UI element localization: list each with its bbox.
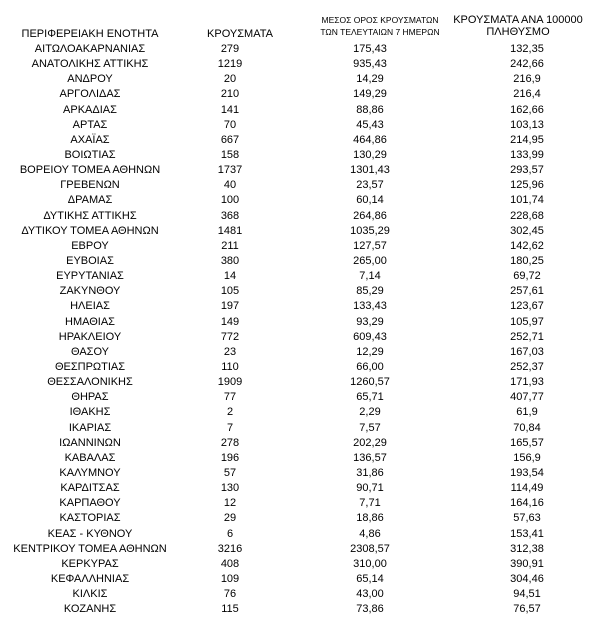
region-name-cell: ΙΩΑΝΝΙΝΩΝ: [59, 436, 121, 449]
cases-cell: 149: [220, 315, 240, 328]
region-name-cell: ΙΚΑΡΙΑΣ: [68, 421, 112, 434]
avg-7day-cell: 133,43: [353, 300, 387, 313]
avg-7day-cell: 2308,57: [350, 542, 390, 555]
region-name-cell: ΘΕΣΠΡΩΤΙΑΣ: [54, 361, 126, 374]
table-row: [0, 405, 594, 420]
table-row: [0, 269, 594, 284]
cases-cell: 14: [223, 270, 237, 283]
per-100k-cell: 156,9: [513, 451, 541, 464]
per-100k-cell: 103,13: [510, 118, 544, 131]
cases-cell: 772: [220, 330, 240, 343]
avg-7day-cell: 149,29: [353, 88, 387, 101]
region-name-cell: ΚΕΑΣ - ΚΥΘΝΟΥ: [47, 527, 133, 540]
avg-7day-cell: 43,00: [356, 588, 384, 601]
table-row: [0, 511, 594, 526]
per-100k-cell: 216,9: [513, 73, 541, 86]
table-row: [0, 481, 594, 496]
per-100k-cell: 252,37: [510, 361, 544, 374]
per-100k-cell: 76,57: [513, 603, 541, 616]
per-100k-cell: 162,66: [510, 103, 544, 116]
table-row: [0, 193, 594, 208]
region-name-cell: ΒΟΙΩΤΙΑΣ: [64, 149, 116, 162]
region-name-cell: ΙΘΑΚΗΣ: [69, 406, 111, 419]
region-name-cell: ΑΝΑΤΟΛΙΚΗΣ ΑΤΤΙΚΗΣ: [31, 58, 149, 71]
header-per-100k: [448, 14, 588, 38]
region-name-cell: ΚΑΣΤΟΡΙΑΣ: [59, 512, 121, 525]
region-name-cell: ΑΙΤΩΛΟΑΚΑΡΝΑΝΙΑΣ: [34, 43, 146, 56]
region-name-cell: ΚΑΡΠΑΘΟΥ: [59, 497, 121, 510]
per-100k-cell: 164,16: [510, 497, 544, 510]
cases-cell: 1737: [217, 164, 243, 177]
table-row: [0, 587, 594, 602]
region-name-cell: ΑΝΔΡΟΥ: [67, 73, 113, 86]
per-100k-cell: 167,03: [510, 345, 544, 358]
avg-7day-cell: 18,86: [356, 512, 384, 525]
region-name-cell: ΑΡΓΟΛΙΔΑΣ: [59, 88, 121, 101]
table-row: [0, 103, 594, 118]
per-100k-cell: 228,68: [510, 209, 544, 222]
avg-7day-cell: 85,29: [356, 285, 384, 298]
table-row: [0, 299, 594, 314]
region-name-cell: ΘΗΡΑΣ: [71, 391, 109, 404]
region-name-cell: ΖΑΚΥΝΘΟΥ: [59, 285, 121, 298]
region-name-cell: ΔΡΑΜΑΣ: [67, 194, 113, 207]
region-name-cell: ΗΜΑΘΙΑΣ: [65, 315, 115, 328]
region-name-cell: ΕΥΡΥΤΑΝΙΑΣ: [56, 270, 124, 283]
per-100k-cell: 69,72: [513, 270, 541, 283]
avg-7day-cell: 265,00: [353, 255, 387, 268]
region-name-cell: ΚΑΡΔΙΤΣΑΣ: [60, 482, 120, 495]
per-100k-cell: 180,25: [510, 255, 544, 268]
avg-7day-cell: 202,29: [353, 436, 387, 449]
header-cases: ΚΡΟΥΣΜΑΤΑ: [207, 28, 273, 40]
per-100k-cell: 304,46: [510, 572, 544, 585]
per-100k-cell: 165,57: [510, 436, 544, 449]
table-row: [0, 542, 594, 557]
data-table-body: [0, 42, 594, 617]
avg-7day-cell: 136,57: [353, 451, 387, 464]
per-100k-cell: 61,9: [516, 406, 538, 419]
avg-7day-cell: 7,57: [359, 421, 381, 434]
cases-cell: 3216: [217, 542, 243, 555]
per-100k-cell: 193,54: [510, 467, 544, 479]
table-row: [0, 330, 594, 345]
cases-cell: 70: [223, 118, 237, 131]
region-name-cell: ΘΕΣΣΑΛΟΝΙΚΗΣ: [47, 376, 133, 389]
table-row: [0, 421, 594, 436]
avg-7day-cell: 23,57: [356, 179, 384, 192]
cases-cell: 667: [220, 133, 240, 146]
region-name-cell: ΚΕΝΤΡΙΚΟΥ ΤΟΜΕΑ ΑΘΗΝΩΝ: [13, 542, 167, 555]
cases-cell: 105: [220, 285, 240, 298]
region-name-cell: ΕΒΡΟΥ: [71, 239, 109, 252]
cases-cell: 12: [223, 497, 237, 510]
per-100k-cell: 257,61: [510, 285, 544, 298]
table-row: [0, 557, 594, 572]
avg-7day-cell: 66,00: [356, 361, 384, 374]
cases-cell: 20: [223, 73, 237, 86]
table-row: [0, 148, 594, 163]
avg-7day-cell: 7,14: [359, 270, 381, 283]
avg-7day-cell: 65,71: [356, 391, 384, 404]
cases-cell: 1909: [217, 376, 243, 389]
avg-7day-cell: 310,00: [353, 557, 387, 570]
avg-7day-cell: 464,86: [353, 133, 387, 146]
region-name-cell: ΚΕΡΚΥΡΑΣ: [61, 557, 119, 570]
avg-7day-cell: 14,29: [356, 73, 384, 86]
table-row: [0, 224, 594, 239]
region-name-cell: ΔΥΤΙΚΗΣ ΑΤΤΙΚΗΣ: [43, 209, 137, 222]
avg-7day-cell: 88,86: [356, 103, 384, 116]
table-row: [0, 436, 594, 451]
header-region: ΠΕΡΙΦΕΡΕΙΑΚΗ ΕΝΟΤΗΤΑ: [21, 28, 159, 40]
region-name-cell: ΑΧΑΪΑΣ: [70, 133, 110, 146]
per-100k-cell: 70,84: [513, 421, 541, 434]
avg-7day-cell: 127,57: [353, 239, 387, 252]
per-100k-cell: 133,99: [510, 149, 544, 162]
cases-cell: 196: [220, 451, 240, 464]
table-row: [0, 496, 594, 511]
region-name-cell: ΚΑΒΑΛΑΣ: [64, 451, 116, 464]
per-100k-cell: 123,67: [510, 300, 544, 313]
table-row: [0, 451, 594, 466]
table-row: [0, 254, 594, 269]
per-100k-cell: 390,91: [510, 557, 544, 570]
table-row: [0, 57, 594, 72]
region-name-cell: ΒΟΡΕΙΟΥ ΤΟΜΕΑ ΑΘΗΝΩΝ: [19, 164, 161, 177]
per-100k-cell: 252,71: [510, 330, 544, 343]
table-row: [0, 390, 594, 405]
region-name-cell: ΕΥΒΟΙΑΣ: [66, 255, 114, 268]
table-row: [0, 572, 594, 587]
region-name-cell: ΗΡΑΚΛΕΙΟΥ: [58, 330, 122, 343]
per-100k-cell: 242,66: [510, 58, 544, 71]
region-name-cell: ΔΥΤΙΚΟΥ ΤΟΜΕΑ ΑΘΗΝΩΝ: [21, 224, 159, 237]
header-per-100k-line1: ΚΡΟΥΣΜΑΤΑ ΑΝΑ 100000: [453, 14, 583, 26]
table-row: [0, 72, 594, 87]
region-name-cell: ΚΟΖΑΝΗΣ: [63, 603, 117, 616]
avg-7day-cell: 1301,43: [350, 164, 390, 177]
per-100k-cell: 216,4: [513, 88, 541, 101]
per-100k-cell: 57,63: [513, 512, 541, 525]
cases-cell: 158: [220, 149, 240, 162]
table-row: [0, 239, 594, 254]
per-100k-cell: 293,57: [510, 164, 544, 177]
header-7day-average: [300, 14, 460, 38]
table-row: [0, 163, 594, 178]
cases-cell: 368: [220, 209, 240, 222]
region-name-cell: ΚΕΦΑΛΛΗΝΙΑΣ: [50, 572, 130, 585]
header-7day-average-line1: ΜΕΣΟΣ ΟΡΟΣ ΚΡΟΥΣΜΑΤΩΝ: [321, 15, 439, 25]
header-per-100k-line2: ΠΛΗΘΥΣΜΟ: [486, 26, 550, 38]
cases-cell: 279: [220, 43, 240, 56]
avg-7day-cell: 60,14: [356, 194, 384, 207]
region-name-cell: ΚΙΛΚΙΣ: [72, 588, 108, 601]
avg-7day-cell: 935,43: [353, 58, 387, 71]
table-row: [0, 42, 594, 57]
cases-cell: 6: [226, 527, 234, 540]
region-name-cell: ΚΑΛΥΜΝΟΥ: [59, 467, 121, 479]
avg-7day-cell: 4,86: [359, 527, 381, 540]
cases-cell: 100: [220, 194, 240, 207]
per-100k-cell: 171,93: [510, 376, 544, 389]
per-100k-cell: 153,41: [510, 527, 544, 540]
cases-cell: 380: [220, 255, 240, 268]
per-100k-cell: 125,96: [510, 179, 544, 192]
table-row: [0, 345, 594, 360]
table-row: [0, 315, 594, 330]
table-row: [0, 602, 594, 617]
cases-cell: 141: [220, 103, 240, 116]
per-100k-cell: 407,77: [510, 391, 544, 404]
region-name-cell: ΑΡΚΑΔΙΑΣ: [63, 103, 117, 116]
avg-7day-cell: 90,71: [356, 482, 384, 495]
cases-cell: 40: [223, 179, 237, 192]
cases-cell: 2: [226, 406, 234, 419]
data-table: [0, 42, 594, 617]
cases-cell: 77: [223, 391, 237, 404]
avg-7day-cell: 130,29: [353, 149, 387, 162]
table-row: [0, 466, 594, 481]
cases-cell: 29: [223, 512, 237, 525]
cases-cell: 408: [220, 557, 240, 570]
region-name-cell: ΘΑΣΟΥ: [70, 345, 110, 358]
avg-7day-cell: 31,86: [356, 467, 384, 479]
cases-cell: 76: [223, 588, 237, 601]
cases-cell: 109: [220, 572, 240, 585]
per-100k-cell: 94,51: [513, 588, 541, 601]
per-100k-cell: 132,35: [510, 43, 544, 56]
per-100k-cell: 312,38: [510, 542, 544, 555]
per-100k-cell: 105,97: [510, 315, 544, 328]
cases-cell: 7: [226, 421, 234, 434]
header-7day-average-line2: ΤΩΝ ΤΕΛΕΥΤΑΙΩΝ 7 ΗΜΕΡΩΝ: [320, 27, 440, 37]
avg-7day-cell: 12,29: [356, 345, 384, 358]
per-100k-cell: 214,95: [510, 133, 544, 146]
region-name-cell: ΓΡΕΒΕΝΩΝ: [60, 179, 120, 192]
per-100k-cell: 101,74: [510, 194, 544, 207]
avg-7day-cell: 45,43: [356, 118, 384, 131]
cases-cell: 211: [221, 239, 239, 252]
cases-cell: 1219: [217, 58, 243, 71]
avg-7day-cell: 2,29: [359, 406, 381, 419]
avg-7day-cell: 93,29: [356, 315, 384, 328]
avg-7day-cell: 264,86: [353, 209, 387, 222]
cases-cell: 130: [220, 482, 240, 495]
per-100k-cell: 114,49: [510, 482, 544, 495]
region-name-cell: ΗΛΕΙΑΣ: [70, 300, 110, 313]
table-row: [0, 284, 594, 299]
cases-cell: 57: [223, 467, 237, 479]
cases-cell: 197: [220, 300, 240, 313]
avg-7day-cell: 609,43: [353, 330, 387, 343]
cases-cell: 1481: [217, 224, 243, 237]
avg-7day-cell: 73,86: [356, 603, 384, 616]
cases-cell: 23: [223, 345, 237, 358]
table-row: [0, 178, 594, 193]
avg-7day-cell: 175,43: [353, 43, 387, 56]
avg-7day-cell: 1260,57: [350, 376, 390, 389]
region-name-cell: ΑΡΤΑΣ: [72, 118, 108, 131]
cases-cell: 210: [220, 88, 240, 101]
cases-cell: 115: [221, 603, 239, 616]
table-row: [0, 527, 594, 542]
cases-cell: 278: [220, 436, 240, 449]
table-row: [0, 118, 594, 133]
avg-7day-cell: 65,14: [356, 572, 384, 585]
table-row: [0, 360, 594, 375]
table-row: [0, 375, 594, 390]
table-row: [0, 133, 594, 148]
avg-7day-cell: 7,71: [359, 497, 381, 510]
per-100k-cell: 142,62: [510, 239, 544, 252]
cases-cell: 110: [221, 361, 239, 374]
table-row: [0, 209, 594, 224]
per-100k-cell: 302,45: [510, 224, 544, 237]
avg-7day-cell: 1035,29: [350, 224, 390, 237]
table-row: [0, 87, 594, 102]
